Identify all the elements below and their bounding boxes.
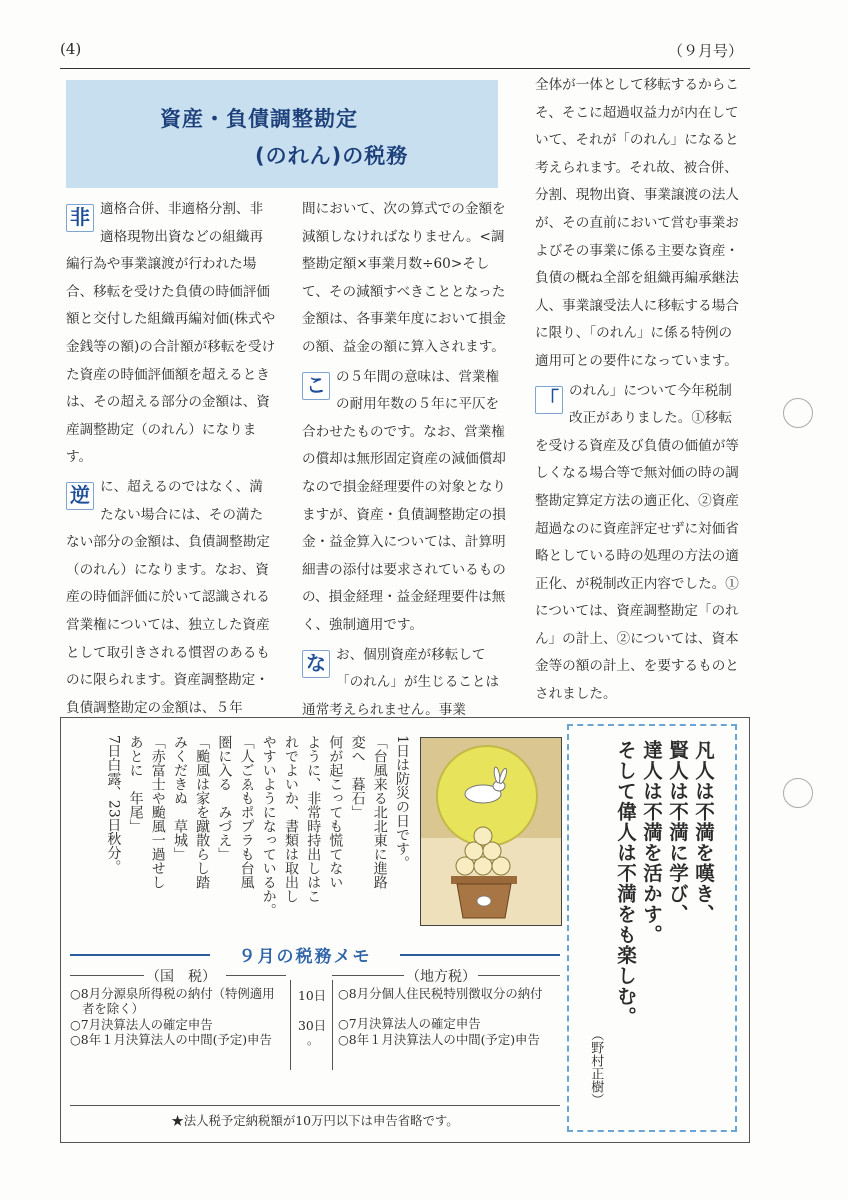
seasonal-column-line: 変へ 暮石」	[349, 735, 366, 819]
local-spacer	[338, 1001, 560, 1016]
paragraph-4	[302, 642, 507, 725]
punch-hole-top	[783, 398, 813, 428]
paragraph-5	[535, 378, 745, 709]
initial-ko: こ	[302, 372, 330, 400]
seasonal-column-line: やすいようになっているか。	[260, 735, 277, 917]
memo-bottom-rule	[70, 1105, 560, 1106]
seasonal-column-line: れでよいか、書類は取出し	[282, 735, 299, 903]
seasonal-column-line: 「人ごゑもポプラも台風	[238, 735, 255, 889]
seasonal-column-line: 7日白露、23日秋分。	[105, 735, 122, 874]
memo-title: ９月の税務メモ	[210, 942, 400, 967]
seasonal-column-line: みくだきぬ 草城」	[171, 735, 188, 861]
paragraph-text: 適格合併、非適格分割、	[100, 201, 250, 217]
paragraph-text: のれん」について今年税	[569, 382, 719, 399]
national-rule-right	[226, 975, 286, 976]
paragraph-1	[66, 196, 276, 472]
moon-rabbit-illustration	[420, 737, 562, 926]
paragraph-text: 満たない場合には、その満たない部分の金額は、負債調整勘定（のれん）になります。なお、資産の時価評価に於いて認識される営業権については、独立した資産として取引きされる慣習のあるものに限られます。資産調整勘定・負債調整勘定の金額は、５年	[66, 478, 270, 716]
paragraph-text: 「のれん」が生じることは通常考えられません。事業	[302, 674, 500, 718]
paragraph-text: 全体が一体として移転するからこそ、そこに超過収益力が内在していて、それが「のれん」になると考えられます。それ故、被合併、分割、現物出資、事業譲渡の法人が、その直前において営む事業およびその事業に係る主要な資産・負債の概ね全部を組織再編承継法人、事業譲受法人に移転する場合に限り、｢のれん」に係る特例の適用可との要件になっています。	[535, 77, 739, 369]
quote-text	[612, 740, 716, 1090]
punch-hole-bottom	[783, 778, 813, 808]
page-number: (4)	[60, 40, 82, 58]
paragraph-text: に、超えるのではなく、	[100, 478, 250, 495]
quote-lines	[612, 740, 716, 1090]
paragraph-text: 権の耐用年数の５年に平仄を合わせたものです。なお、営業権の償却は無形固定資産の減価償却なので損金経理要件の対象となりますが、資産・負債調整勘定の損金・益金算入については、計算明細書の添付は要求されているものの、損金経理・益金経理要件は無く、強制適用です。	[302, 368, 506, 633]
local-rule-left	[332, 975, 404, 976]
quote-line: 達人は不満を活かす。	[640, 740, 663, 945]
article-column-2	[302, 196, 507, 724]
issue-label: （９月号）	[668, 42, 744, 60]
paragraph-2	[66, 474, 276, 722]
seasonal-column-line: 1日は防災の日です。	[394, 735, 410, 870]
memo-footnote: ★法人税予定納税額が10万円以下は申告省略です。	[171, 1113, 459, 1128]
national-item: ○8年１月決算法人の中間(予定)申告	[70, 1032, 272, 1048]
local-tax-header: （地方税）	[404, 966, 478, 986]
memo-divider-left	[290, 980, 291, 1070]
seasonal-column-line: 圏に入る みづえ」	[216, 735, 233, 861]
paragraph-text: の５年間の意味は、営業	[336, 368, 486, 385]
local-rule-right	[478, 975, 560, 976]
seasonal-column-line: 「颱風は家を蹴散らし踏	[194, 735, 211, 889]
initial-gyaku: 逆	[66, 482, 94, 510]
local-tax-list	[338, 986, 560, 1047]
seasonal-column-line: ように、非常時持出しはこ	[305, 735, 322, 903]
article-title-line1: 資産・負債調整勘定	[160, 107, 358, 131]
header-rule	[60, 68, 750, 69]
article-column-3	[535, 72, 745, 709]
quote-line: そして偉人は不満をも楽しむ。	[614, 740, 637, 1027]
seasonal-column	[95, 735, 413, 931]
national-item: 者を除く）	[82, 1001, 144, 1017]
title-banner	[66, 80, 498, 188]
national-tax-header: （国 税）	[144, 966, 218, 986]
paragraph-text: 制改正がありました。①移転を受ける資産及び負債の価値が等しくなる場合等で無対価の時の調整勘定算定方法の適正化、②資産超過なのに資産評定せずに対価省略としている時の処理の方法の適正化、が税制改正内容でした。①については、資産調整勘定「のれん」の計上、②については、資本金等の額の計上、を要するものとされました。	[535, 382, 739, 703]
initial-hi: 非	[66, 204, 94, 232]
national-tax-list	[70, 986, 290, 1048]
seasonal-column-line: 何が起こっても慌てない	[327, 735, 344, 889]
national-item: ○7月決算法人の確定申告	[70, 1016, 213, 1032]
moon-rabbit-icon	[421, 738, 561, 925]
seasonal-column-line: あとに 年尾」	[127, 735, 144, 833]
quote-author: （野村正樹）	[588, 1028, 604, 1106]
deadline-10: 10日	[298, 988, 327, 1003]
paragraph-3	[302, 364, 507, 640]
deadline-mark: 。	[307, 1032, 320, 1047]
paragraph-text: 間において、次の算式での金額を減額しなければなりません。<調整勘定額×事業月数÷60>そして、その減額すべきこととなった金額は、各事業年度において損金の額、益金の額に算入されます。	[302, 201, 506, 355]
article-title-line2: (のれん)の税務	[255, 144, 409, 168]
local-item: ○8月分個人住民税特別徴収分の納付	[338, 986, 543, 1001]
paragraph-4-cont	[535, 72, 745, 376]
quote-line: 賢人は不満に学び、	[666, 740, 689, 925]
memo-divider-right	[332, 980, 333, 1070]
initial-bracket: 「	[535, 386, 563, 414]
seasonal-column-lines	[102, 735, 413, 931]
seasonal-column-line: 「赤富士や颱風一過せし	[149, 735, 166, 889]
deadline-30: 30日	[298, 1018, 327, 1033]
paragraph-text: お、個別資産が移転して	[336, 646, 486, 663]
article-column-1	[66, 196, 276, 722]
quote-line: 凡人は不満を嘆き、	[692, 740, 715, 925]
local-item: ○7月決算法人の確定申告	[338, 1016, 481, 1032]
paragraph-text: 非適格現物出資などの組織再編行為や事業譲渡が行われた場合、移転を受けた負債の時価評価額と交付した組織再編対価(株式や金銭等の額)の合計額が移転を受けた資産の時価評価額を超えるときは、その超える部分の金額は、資産調整勘定（のれん）になります。	[66, 201, 276, 466]
initial-na: な	[302, 650, 330, 678]
seasonal-column-line: 「台風来る北北東に進路	[371, 735, 388, 889]
local-item: ○8年１月決算法人の中間(予定)申告	[338, 1031, 540, 1047]
national-item: ○8月分源泉所得税の納付（特例適用	[70, 986, 275, 1001]
paragraph-2-cont	[302, 196, 507, 362]
